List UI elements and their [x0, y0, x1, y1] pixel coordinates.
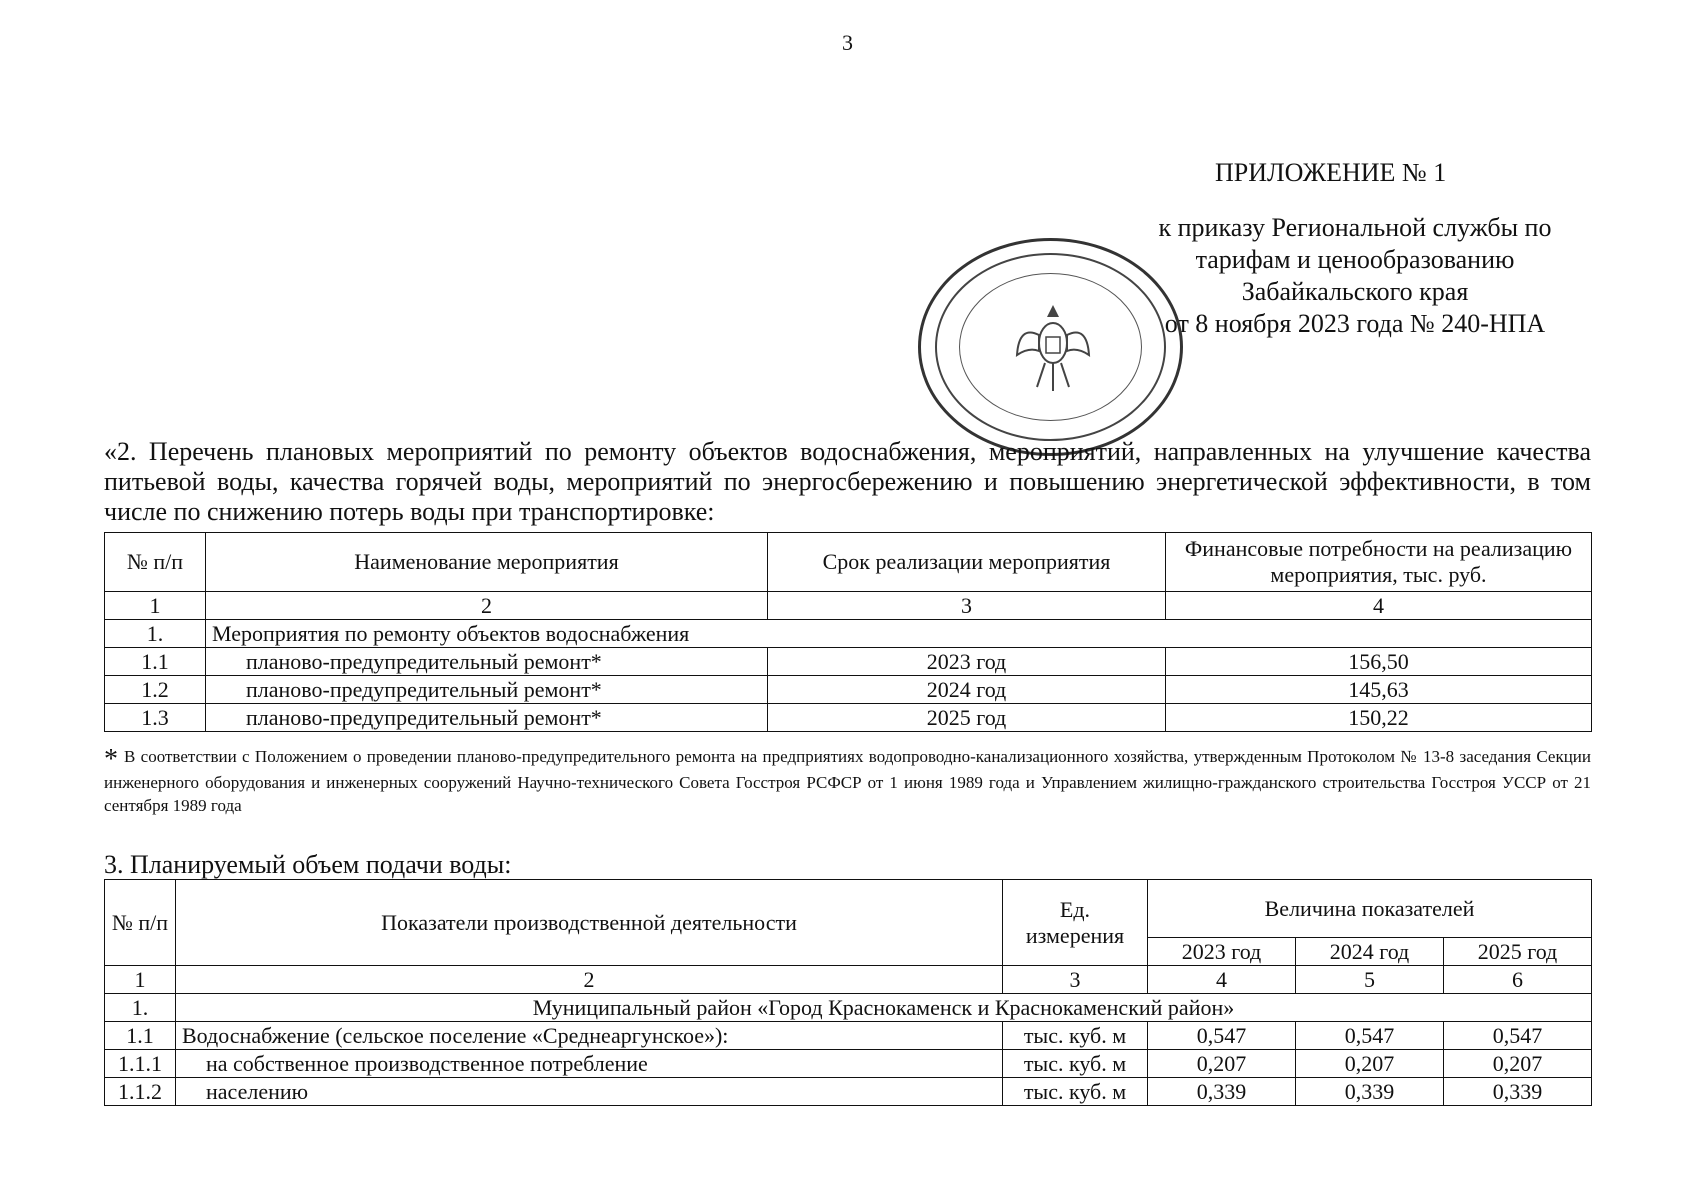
header-year: 2023 год [1148, 938, 1296, 966]
row-value-2023: 0,547 [1148, 1022, 1296, 1050]
table-header-row [105, 880, 1592, 938]
column-number: 4 [1166, 592, 1592, 620]
row-value-2024: 0,547 [1296, 1022, 1444, 1050]
row-value-2023: 0,207 [1148, 1050, 1296, 1078]
column-number: 2 [176, 966, 1003, 994]
row-number: 1.3 [105, 704, 206, 732]
column-number: 3 [768, 592, 1166, 620]
table-numbering-row [105, 966, 1592, 994]
row-cost: 156,50 [1166, 648, 1592, 676]
row-unit: тыс. куб. м [1003, 1022, 1148, 1050]
footnote-text: В соответствии с Положением о проведении планово-предупредительного ремонта на предприятиях водопроводно-канализационного хозяйства, утвержденным Протоколом № 13-8 заседания Секции инженерного оборудования и инженерных сооружений Научно-технического Совета Госстроя РСФСР от 1 июня 1989 года и Управлением жилищно-гражданского строительства Госстроя УССР от 21 сентября 1989 года [104, 747, 1591, 815]
row-cost: 145,63 [1166, 676, 1592, 704]
header-unit: Ед. измерения [1003, 880, 1148, 966]
row-term: 2023 год [768, 648, 1166, 676]
row-value-2025: 0,547 [1444, 1022, 1592, 1050]
footnote [104, 745, 1591, 817]
row-measure-name: планово-предупредительный ремонт* [206, 648, 768, 676]
appendix-ref-line: от 8 ноября 2023 года № 240-НПА [1164, 309, 1546, 338]
header-year: 2025 год [1444, 938, 1592, 966]
row-measure-name: планово-предупредительный ремонт* [206, 704, 768, 732]
row-value-2025: 0,339 [1444, 1078, 1592, 1106]
row-number: 1.1.1 [105, 1050, 176, 1078]
header-measure-name: Наименование мероприятия [206, 533, 768, 592]
row-unit: тыс. куб. м [1003, 1050, 1148, 1078]
row-number: 1.1.2 [105, 1078, 176, 1106]
appendix-ref-line: Забайкальского края [1241, 277, 1469, 306]
row-unit: тыс. куб. м [1003, 1078, 1148, 1106]
section-3-heading: 3. Планируемый объем подачи воды: [104, 850, 512, 879]
row-term: 2025 год [768, 704, 1166, 732]
row-cost: 150,22 [1166, 704, 1592, 732]
table-group-row [105, 620, 1592, 648]
column-number: 2 [206, 592, 768, 620]
appendix-title: ПРИЛОЖЕНИЕ № 1 [1215, 158, 1447, 187]
group-name: Мероприятия по ремонту объектов водоснабжения [206, 620, 1592, 648]
page-number: 3 [842, 30, 853, 55]
header-year: 2024 год [1296, 938, 1444, 966]
section-2-heading: «2. Перечень плановых мероприятий по ремонту объектов водоснабжения, мероприятий, направленных на улучшение качества питьевой воды, качества горячей воды, мероприятий по энергосбережению и повышению энергетической эффективности, в том числе по снижению потерь воды при транспортировке: [104, 437, 1591, 526]
column-number: 6 [1444, 966, 1592, 994]
table-row [105, 704, 1592, 732]
table-row [105, 1050, 1592, 1078]
table-numbering-row [105, 592, 1592, 620]
row-term: 2024 год [768, 676, 1166, 704]
group-number: 1. [105, 994, 176, 1022]
table-row [105, 648, 1592, 676]
header-indicators: Показатели производственной деятельности [176, 880, 1003, 966]
row-value-2024: 0,339 [1296, 1078, 1444, 1106]
row-value-2024: 0,207 [1296, 1050, 1444, 1078]
row-indicator: населению [176, 1078, 1003, 1106]
row-measure-name: планово-предупредительный ремонт* [206, 676, 768, 704]
row-indicator: на собственное производственное потребление [176, 1050, 1003, 1078]
table-group-row [105, 994, 1592, 1022]
table-header-row [105, 533, 1592, 592]
table-row [105, 676, 1592, 704]
header-financial-needs: Финансовые потребности на реализацию мероприятия, тыс. руб. [1166, 533, 1592, 592]
official-seal [918, 238, 1183, 456]
column-number: 3 [1003, 966, 1148, 994]
footnote-mark: * [104, 744, 118, 775]
column-number: 5 [1296, 966, 1444, 994]
row-number: 1.2 [105, 676, 206, 704]
appendix-ref-line: тарифам и ценообразованию [1195, 245, 1515, 274]
row-value-2023: 0,339 [1148, 1078, 1296, 1106]
header-number: № п/п [105, 880, 176, 966]
group-number: 1. [105, 620, 206, 648]
group-name: Муниципальный район «Город Краснокаменск и Краснокаменский район» [176, 994, 1592, 1022]
coat-of-arms-icon [1013, 295, 1093, 405]
row-indicator: Водоснабжение (сельское поселение «Среднеаргунское»): [176, 1022, 1003, 1050]
repair-measures-table [104, 532, 1592, 732]
column-number: 1 [105, 592, 206, 620]
row-number: 1.1 [105, 648, 206, 676]
header-term: Срок реализации мероприятия [768, 533, 1166, 592]
appendix-reference [1120, 212, 1590, 340]
row-value-2025: 0,207 [1444, 1050, 1592, 1078]
header-values: Величина показателей [1148, 880, 1592, 938]
appendix-ref-line: к приказу Региональной службы по [1158, 213, 1552, 242]
header-number: № п/п [105, 533, 206, 592]
table-row [105, 1022, 1592, 1050]
column-number: 1 [105, 966, 176, 994]
column-number: 4 [1148, 966, 1296, 994]
water-supply-volume-table [104, 879, 1592, 1106]
table-row [105, 1078, 1592, 1106]
row-number: 1.1 [105, 1022, 176, 1050]
